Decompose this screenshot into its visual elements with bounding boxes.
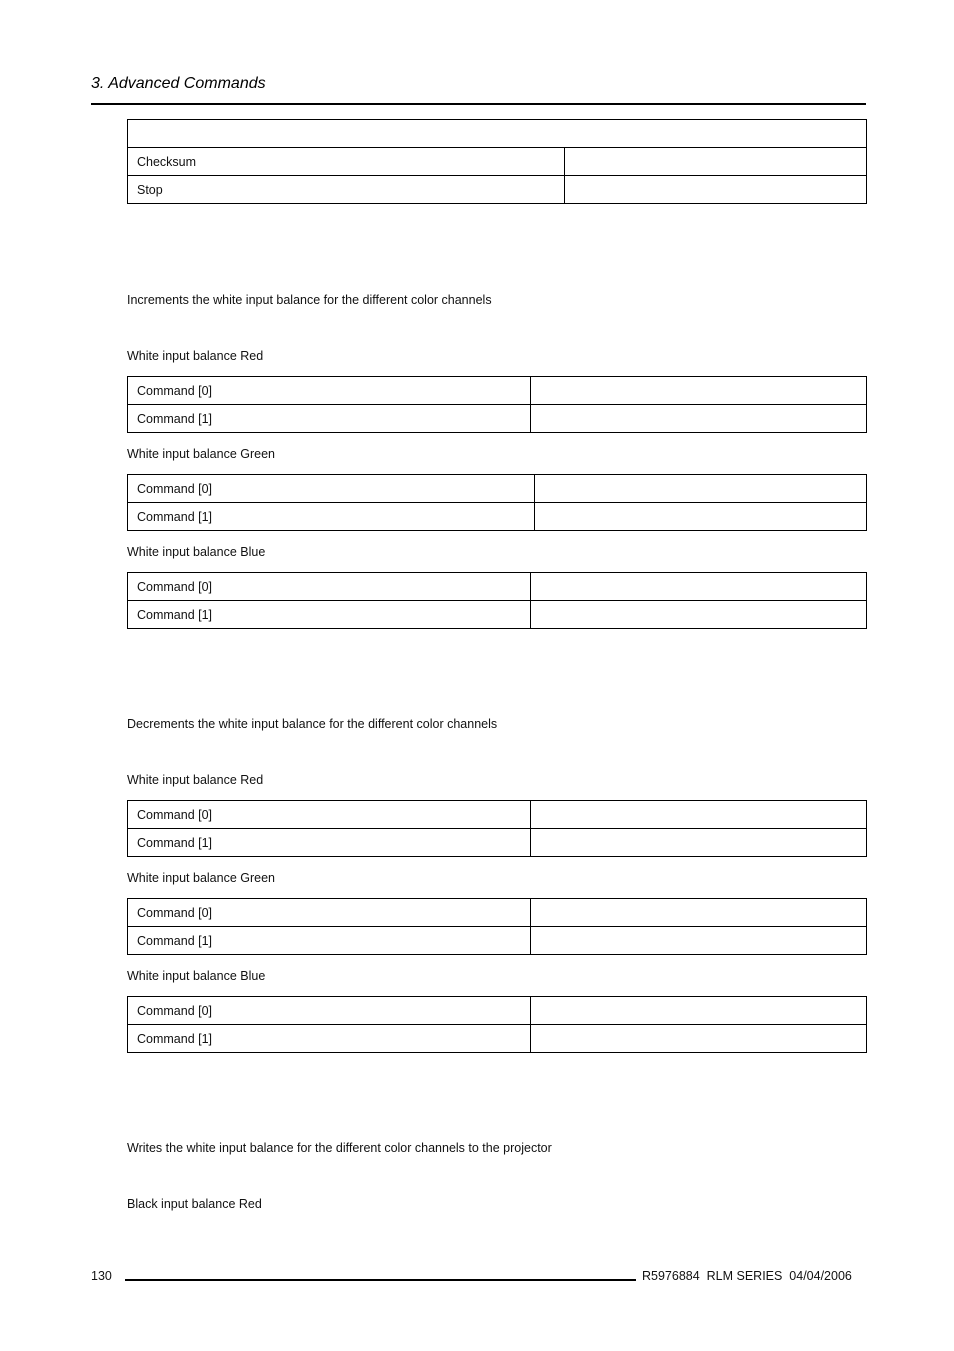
- row-value: [531, 801, 867, 829]
- row-value: [531, 405, 867, 433]
- row-value: [531, 899, 867, 927]
- row-value: [531, 829, 867, 857]
- row-label: Command [1]: [128, 503, 535, 531]
- row-value: [531, 1025, 867, 1053]
- increment-blue-table: [127, 572, 867, 629]
- increment-green-table: [127, 474, 867, 531]
- decrement-green-table: [127, 898, 867, 955]
- increment-red-table: [127, 376, 867, 433]
- row-label: Command [0]: [128, 997, 531, 1025]
- top-command-table: [127, 119, 867, 204]
- table-row: [128, 573, 867, 601]
- row-label: Command [0]: [128, 899, 531, 927]
- row-label: Command [1]: [128, 927, 531, 955]
- row-value: [531, 573, 867, 601]
- table-row: [128, 927, 867, 955]
- decrement-blue-title: White input balance Blue: [127, 969, 266, 983]
- table-row: [128, 405, 867, 433]
- table-header-cell: [128, 120, 867, 148]
- row-label: Command [0]: [128, 573, 531, 601]
- table-row: [128, 601, 867, 629]
- decrement-green-title: White input balance Green: [127, 871, 276, 885]
- table-row: [128, 801, 867, 829]
- increment-blue-title: White input balance Blue: [127, 545, 266, 559]
- table-row: [128, 829, 867, 857]
- row-value: [535, 503, 867, 531]
- table-row: [128, 1025, 867, 1053]
- row-label: Checksum: [128, 148, 565, 176]
- table-row: [128, 997, 867, 1025]
- section-title: 3. Advanced Commands: [91, 75, 266, 92]
- row-value: [531, 601, 867, 629]
- decrement-description: Decrements the white input balance for the different color channels: [127, 717, 498, 731]
- increment-description: Increments the white input balance for the different color channels: [127, 293, 492, 307]
- row-label: Command [1]: [128, 1025, 531, 1053]
- row-label: Command [1]: [128, 405, 531, 433]
- decrement-red-table: [127, 800, 867, 857]
- document-reference: R5976884 RLM SERIES 04/04/2006: [642, 1269, 852, 1283]
- table-row: [128, 475, 867, 503]
- increment-red-title: White input balance Red: [127, 349, 264, 363]
- decrement-red-title: White input balance Red: [127, 773, 264, 787]
- row-value: [535, 475, 867, 503]
- table-row: [128, 148, 867, 176]
- row-label: Stop: [128, 176, 565, 204]
- row-value: [531, 997, 867, 1025]
- increment-green-title: White input balance Green: [127, 447, 276, 461]
- table-row: [128, 503, 867, 531]
- table-row: [128, 377, 867, 405]
- row-label: Command [0]: [128, 801, 531, 829]
- row-value: [531, 377, 867, 405]
- footer-rule: [125, 1279, 636, 1281]
- table-row: [128, 899, 867, 927]
- page-number: 130: [91, 1269, 112, 1283]
- row-label: Command [0]: [128, 475, 535, 503]
- row-value: [565, 176, 867, 204]
- header-rule: [91, 103, 866, 105]
- table-row: [128, 176, 867, 204]
- row-label: Command [1]: [128, 601, 531, 629]
- row-value: [531, 927, 867, 955]
- row-label: Command [0]: [128, 377, 531, 405]
- decrement-blue-table: [127, 996, 867, 1053]
- write-description: Writes the white input balance for the different color channels to the projector: [127, 1141, 552, 1155]
- black-red-title: Black input balance Red: [127, 1197, 262, 1211]
- row-label: Command [1]: [128, 829, 531, 857]
- row-value: [565, 148, 867, 176]
